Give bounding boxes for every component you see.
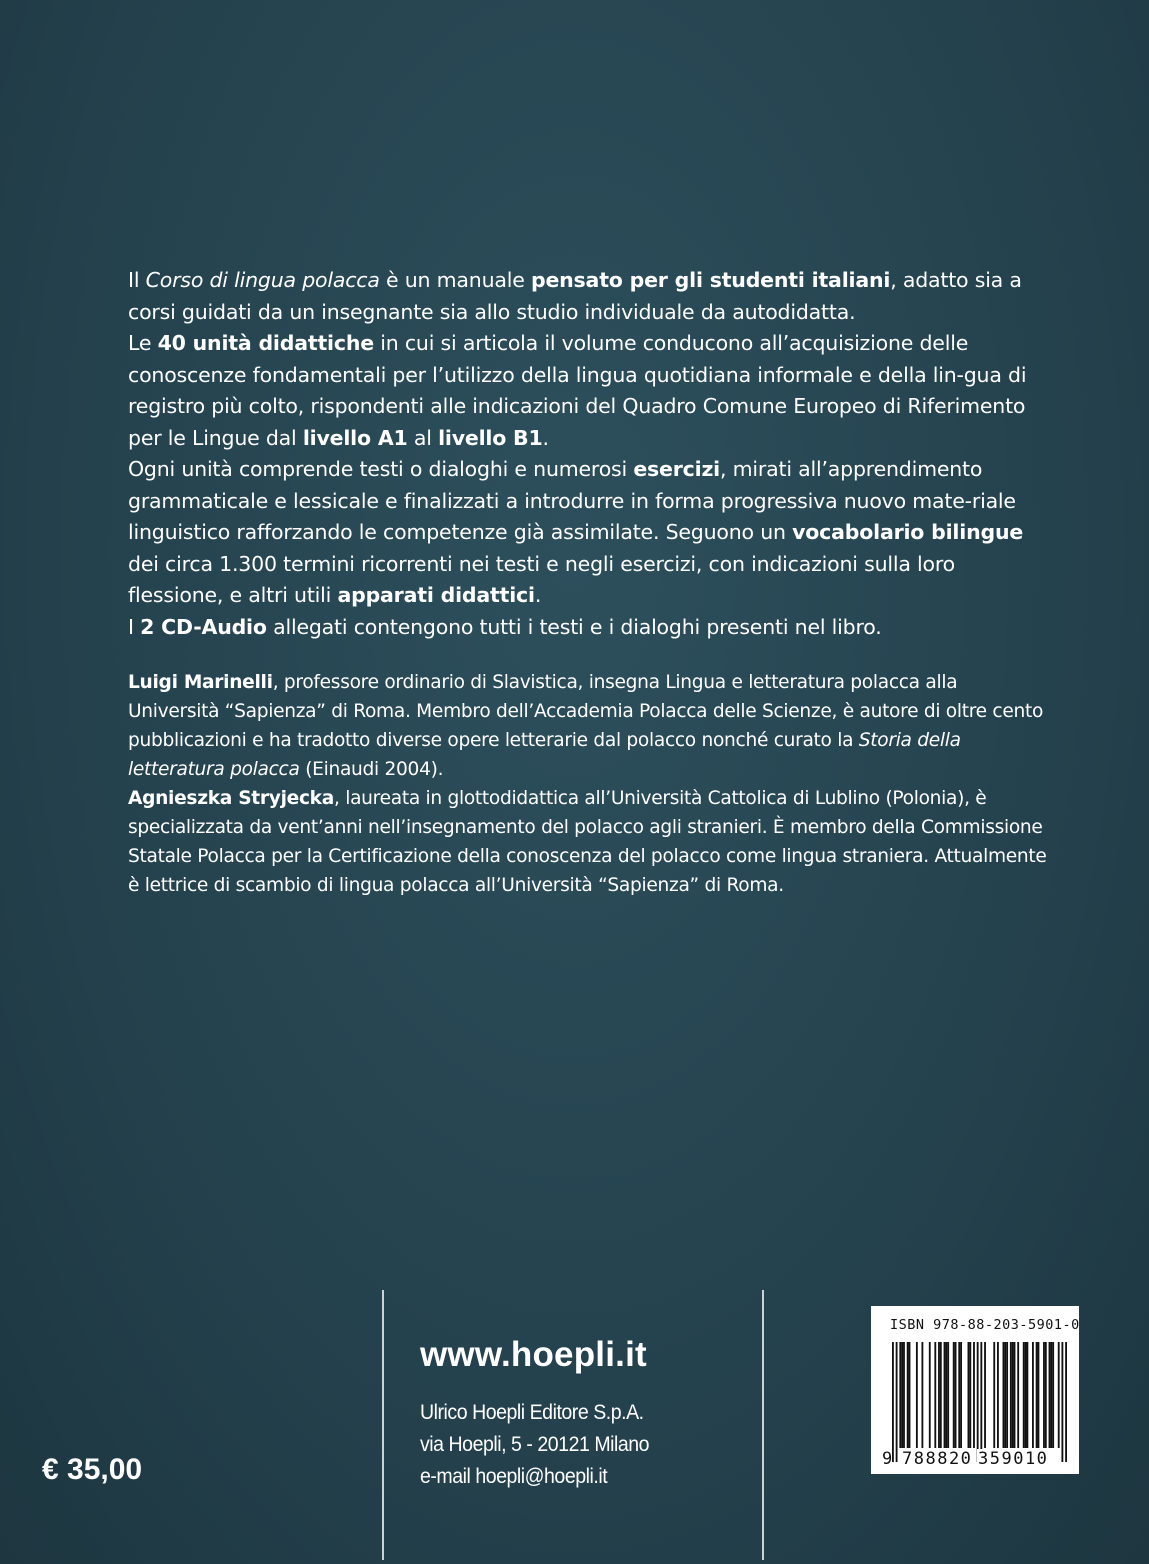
barcode-bar [1017, 1342, 1019, 1448]
barcode-bar [907, 1342, 909, 1448]
barcode-bar [1049, 1342, 1051, 1448]
description-paragraph-1: Il Corso di lingua polacca è un manuale pensato per gli studenti italiani, adatto sia a corsi guidati da un insegnante sia allo studio individuale da autodidatta. [128, 268, 1022, 324]
barcode-bar [1038, 1342, 1040, 1448]
barcode-bar [977, 1342, 979, 1462]
author-name: Luigi Marinelli [128, 672, 273, 693]
barcode-bar [1014, 1342, 1016, 1448]
price-label: € 35,00 [42, 1453, 143, 1486]
barcode-bar [1012, 1342, 1014, 1448]
barcode-bar [968, 1342, 970, 1448]
publisher-email: e-mail hoepli@hoepli.it [420, 1465, 608, 1488]
barcode-bar [1052, 1342, 1054, 1448]
barcode-bar [1065, 1342, 1067, 1462]
barcode-bar [1026, 1342, 1028, 1448]
barcode-bar [955, 1342, 957, 1448]
barcode-bar [1023, 1342, 1025, 1448]
barcode-bar [980, 1342, 982, 1462]
barcode-bar [973, 1342, 975, 1448]
barcode-bar [953, 1342, 955, 1448]
ean-digit-first: 9 [882, 1449, 893, 1469]
description-paragraph-3: Ogni unità comprende testi o dialoghi e numerosi esercizi, mirati all’apprendimento grammaticale e lessicale e finalizzati a introdurre in forma progressiva nuovo mate-riale linguistico rafforzando le competenze già assimilate. Seguono un vocabolario bilingue dei circa 1.300 termini ricorrenti nei testi e negli esercizi, con indicazioni sulla loro flessione, e altri utili apparati didattici. [128, 457, 1024, 607]
barcode-bar [1058, 1342, 1060, 1448]
author-bios [128, 668, 1048, 900]
barcode-bar [1050, 1342, 1052, 1448]
barcode-bars [883, 1342, 1067, 1462]
barcode-bar [1003, 1342, 1005, 1448]
barcode-bar [944, 1342, 946, 1448]
isbn-label: ISBN 978-88-203-5901-0 [890, 1317, 1080, 1333]
barcode-bar [997, 1342, 999, 1448]
barcode-bar [969, 1342, 971, 1448]
description-paragraph-4: I 2 CD-Audio allegati contengono tutti i testi e i dialoghi presenti nel libro. [128, 614, 882, 639]
barcode-bar [958, 1342, 960, 1448]
isbn-barcode [871, 1306, 1079, 1474]
barcode-bar [1032, 1342, 1034, 1448]
description-paragraph-2: Le 40 unità didattiche in cui si articola il volume conducono all’acquisizione delle conoscenze fondamentali per l’utilizzo della lingua quotidiana informale e della lin-gua di registro più colto, rispondenti alle indicazioni del Quadro Comune Europeo di Riferimento per le Lingue dal livello A1 al livello B1. [128, 331, 1027, 450]
barcode-bar [940, 1342, 942, 1448]
author-bio-stryjecka: Agnieszka Stryjecka, laureata in glottodidattica all’Università Cattolica di Lublino (Polonia), è specializzata da vent’anni nell’insegnamento del polacco agli stranieri. È membro della Commissione Statale Polacca per la Certificazione della conoscenza del polacco come lingua straniera. Attualmente è lettrice di scambio di lingua polacca all’Università “Sapienza” di Roma. [128, 788, 1047, 896]
barcode-bar [892, 1342, 894, 1462]
barcode-bar [934, 1342, 936, 1448]
barcode-bar [984, 1342, 986, 1448]
book-title: Corso di lingua polacca [145, 268, 380, 292]
publisher-name: Ulrico Hoepli Editore S.p.A. [420, 1401, 644, 1424]
barcode-bar [945, 1342, 947, 1448]
ean-digits-right: 359010 [978, 1449, 1049, 1469]
publisher-address: via Hoepli, 5 - 20121 Milano [420, 1433, 650, 1456]
barcode-bar [903, 1342, 905, 1448]
ean-digits-left: 788820 [902, 1449, 973, 1469]
publisher-info [420, 1335, 740, 1493]
barcode-bar [1004, 1342, 1006, 1448]
barcode-bar [1043, 1342, 1045, 1448]
barcode-bar [947, 1342, 949, 1448]
barcode-bar [1036, 1342, 1038, 1448]
barcode-bar [921, 1342, 923, 1448]
barcode-bar [901, 1342, 903, 1448]
barcode-bar [993, 1342, 995, 1448]
vertical-divider-left [382, 1290, 384, 1560]
barcode-bar [1010, 1342, 1012, 1448]
barcode-bar [929, 1342, 931, 1448]
barcode-bar [899, 1342, 901, 1448]
vertical-divider-right [762, 1290, 764, 1560]
barcode-bar [896, 1342, 898, 1462]
barcode-bar [1061, 1342, 1063, 1462]
barcode-bar [1025, 1342, 1027, 1448]
barcode-bar [938, 1342, 940, 1448]
publisher-website: www.hoepli.it [420, 1335, 647, 1374]
barcode-bar [1006, 1342, 1008, 1448]
author-bio-marinelli: Luigi Marinelli, professore ordinario di Slavistica, insegna Lingua e letteratura polacca alla Università “Sapienza” di Roma. Membro dell’Accademia Polacca delle Scienze, è autore di oltre cento pubblicazioni e ha tradotto diverse opere letterarie dal polacco nonché curato la Storia della letteratura polacca (Einaudi 2004). [128, 672, 1044, 780]
barcode-bar [1045, 1342, 1047, 1448]
barcode-bar [909, 1342, 911, 1448]
author-name: Agnieszka Stryjecka [128, 788, 334, 809]
barcode-bar [960, 1342, 962, 1448]
book-description [128, 265, 1048, 643]
barcode-bar [916, 1342, 918, 1448]
